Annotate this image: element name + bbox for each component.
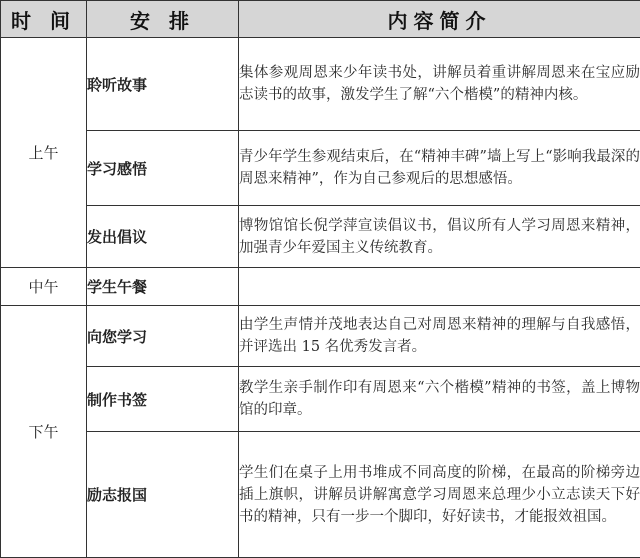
activity-cell: 制作书签 [87,367,239,432]
table-row [1,306,640,367]
header-activity: 安 排 [87,1,239,38]
activity-cell: 聆听故事 [87,38,239,131]
time-afternoon: 下午 [1,306,87,558]
table-row [1,367,640,432]
table-row [1,38,640,131]
activity-cell: 向您学习 [87,306,239,367]
content-cell: 教学生亲手制作印有周恩来“六个楷模”精神的书签，盖上博物馆的印章。 [239,367,640,432]
header-row [1,1,640,38]
header-content: 内容简介 [239,1,640,38]
content-cell: 学生们在桌子上用书堆成不同高度的阶梯，在最高的阶梯旁边插上旗帜，讲解员讲解寓意学习周恩来总理少小立志读天下好书的精神，只有一步一个脚印，好好读书，才能报效祖国。 [239,432,640,558]
activity-cell: 励志报国 [87,432,239,558]
content-cell: 博物馆馆长倪学萍宣读倡议书，倡议所有人学习周恩来精神，加强青少年爱国主义传统教育。 [239,206,640,268]
header-time: 时 间 [1,1,87,38]
table-row [1,268,640,306]
activity-cell: 学生午餐 [87,268,239,306]
content-cell: 由学生声情并茂地表达自己对周恩来精神的理解与自我感悟，并评选出 15 名优秀发言者。 [239,306,640,367]
time-noon: 中午 [1,268,87,306]
table-row [1,432,640,558]
table-row [1,206,640,268]
table-row [1,131,640,206]
content-cell: 青少年学生参观结束后，在“精神丰碑”墙上写上“影响我最深的周恩来精神”，作为自己参观后的思想感悟。 [239,131,640,206]
activity-cell: 发出倡议 [87,206,239,268]
activity-cell: 学习感悟 [87,131,239,206]
content-cell-empty [239,268,640,306]
content-cell: 集体参观周恩来少年读书处，讲解员着重讲解周恩来在宝应励志读书的故事，激发学生了解“六个楷模”的精神内核。 [239,38,640,131]
time-morning: 上午 [1,38,87,268]
